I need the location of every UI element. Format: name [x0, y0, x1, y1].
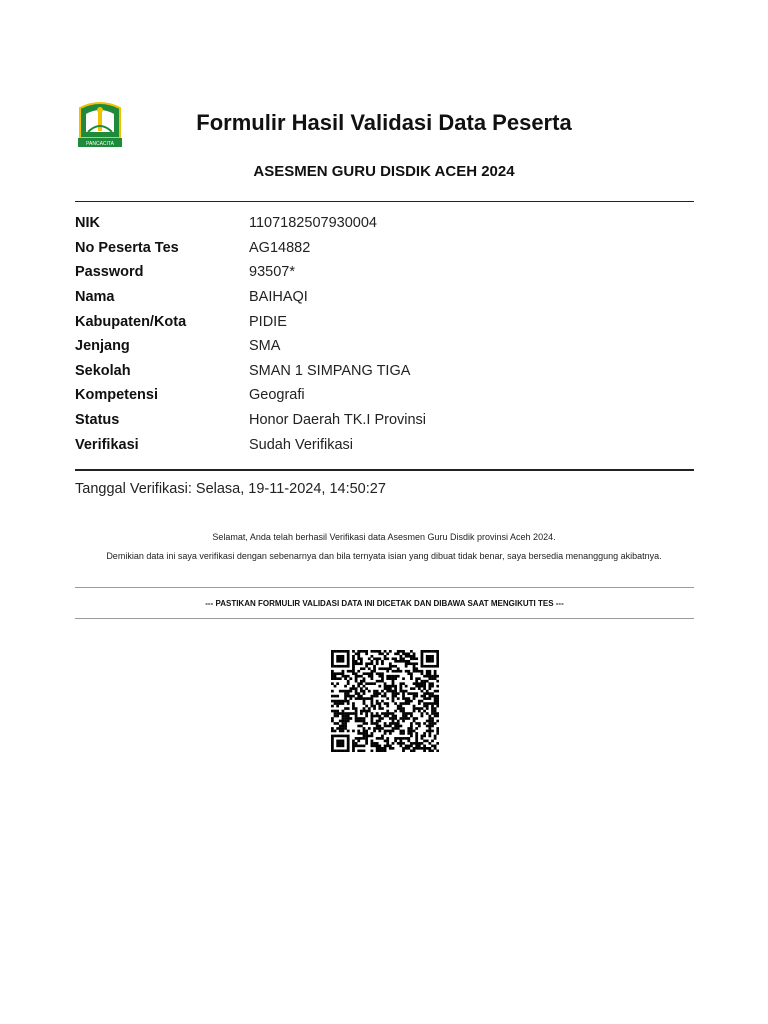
- field-label: Verifikasi: [75, 436, 139, 453]
- field-value: Sudah Verifikasi: [249, 436, 353, 453]
- field-row-kompetensi: [75, 383, 694, 408]
- verification-date: Tanggal Verifikasi: Selasa, 19-11-2024, 14:50:27: [75, 481, 386, 497]
- field-label: No Peserta Tes: [75, 239, 179, 256]
- field-value: 93507*: [249, 264, 295, 281]
- field-label: Status: [75, 412, 120, 429]
- field-value: Geografi: [249, 387, 305, 404]
- field-value: SMA: [249, 338, 281, 355]
- qr-code: [331, 650, 439, 752]
- field-label: Sekolah: [75, 362, 131, 379]
- field-label: Kabupaten/Kota: [75, 313, 187, 330]
- field-row-kabupaten: [75, 309, 694, 334]
- page-subtitle: ASESMEN GURU DISDIK ACEH 2024: [253, 163, 515, 180]
- field-row-nama: [75, 285, 694, 310]
- page-title: Formulir Hasil Validasi Data Peserta: [196, 110, 572, 135]
- field-value: 1107182507930004: [249, 215, 377, 232]
- field-label: NIK: [75, 215, 100, 232]
- field-row-status: [75, 408, 694, 433]
- field-row-jenjang: [75, 334, 694, 359]
- field-label: Kompetensi: [75, 387, 158, 404]
- field-row-sekolah: [75, 359, 694, 384]
- field-value: AG14882: [249, 239, 311, 256]
- congratulation-note: Selamat, Anda telah berhasil Verifikasi data Asesmen Guru Disdik provinsi Aceh 2024.: [212, 532, 556, 542]
- field-label: Nama: [75, 289, 115, 306]
- field-label: Jenjang: [75, 338, 130, 355]
- print-notice-banner: [75, 587, 694, 619]
- field-value: PIDIE: [249, 313, 287, 330]
- field-row-nik: [75, 211, 694, 236]
- svg-text:PANCACITA: PANCACITA: [86, 141, 114, 147]
- participant-fields: [75, 211, 694, 457]
- field-label: Password: [75, 264, 144, 281]
- field-row-verifikasi: [75, 432, 694, 457]
- divider-top: [75, 201, 694, 202]
- field-row-password: [75, 260, 694, 285]
- declaration-note: Demikian data ini saya verifikasi dengan sebenarnya dan bila ternyata isian yang dibuat tidak benar, saya bersedia menanggung akibatnya.: [106, 551, 662, 561]
- field-value: BAIHAQI: [249, 289, 308, 306]
- divider-bottom: [75, 469, 694, 471]
- field-value: Honor Daerah TK.I Provinsi: [249, 412, 427, 429]
- field-value: SMAN 1 SIMPANG TIGA: [249, 362, 411, 379]
- field-row-no-peserta: [75, 236, 694, 261]
- print-notice-text: --- PASTIKAN FORMULIR VALIDASI DATA INI DICETAK DAN DIBAWA SAAT MENGIKUTI TES ---: [205, 598, 564, 608]
